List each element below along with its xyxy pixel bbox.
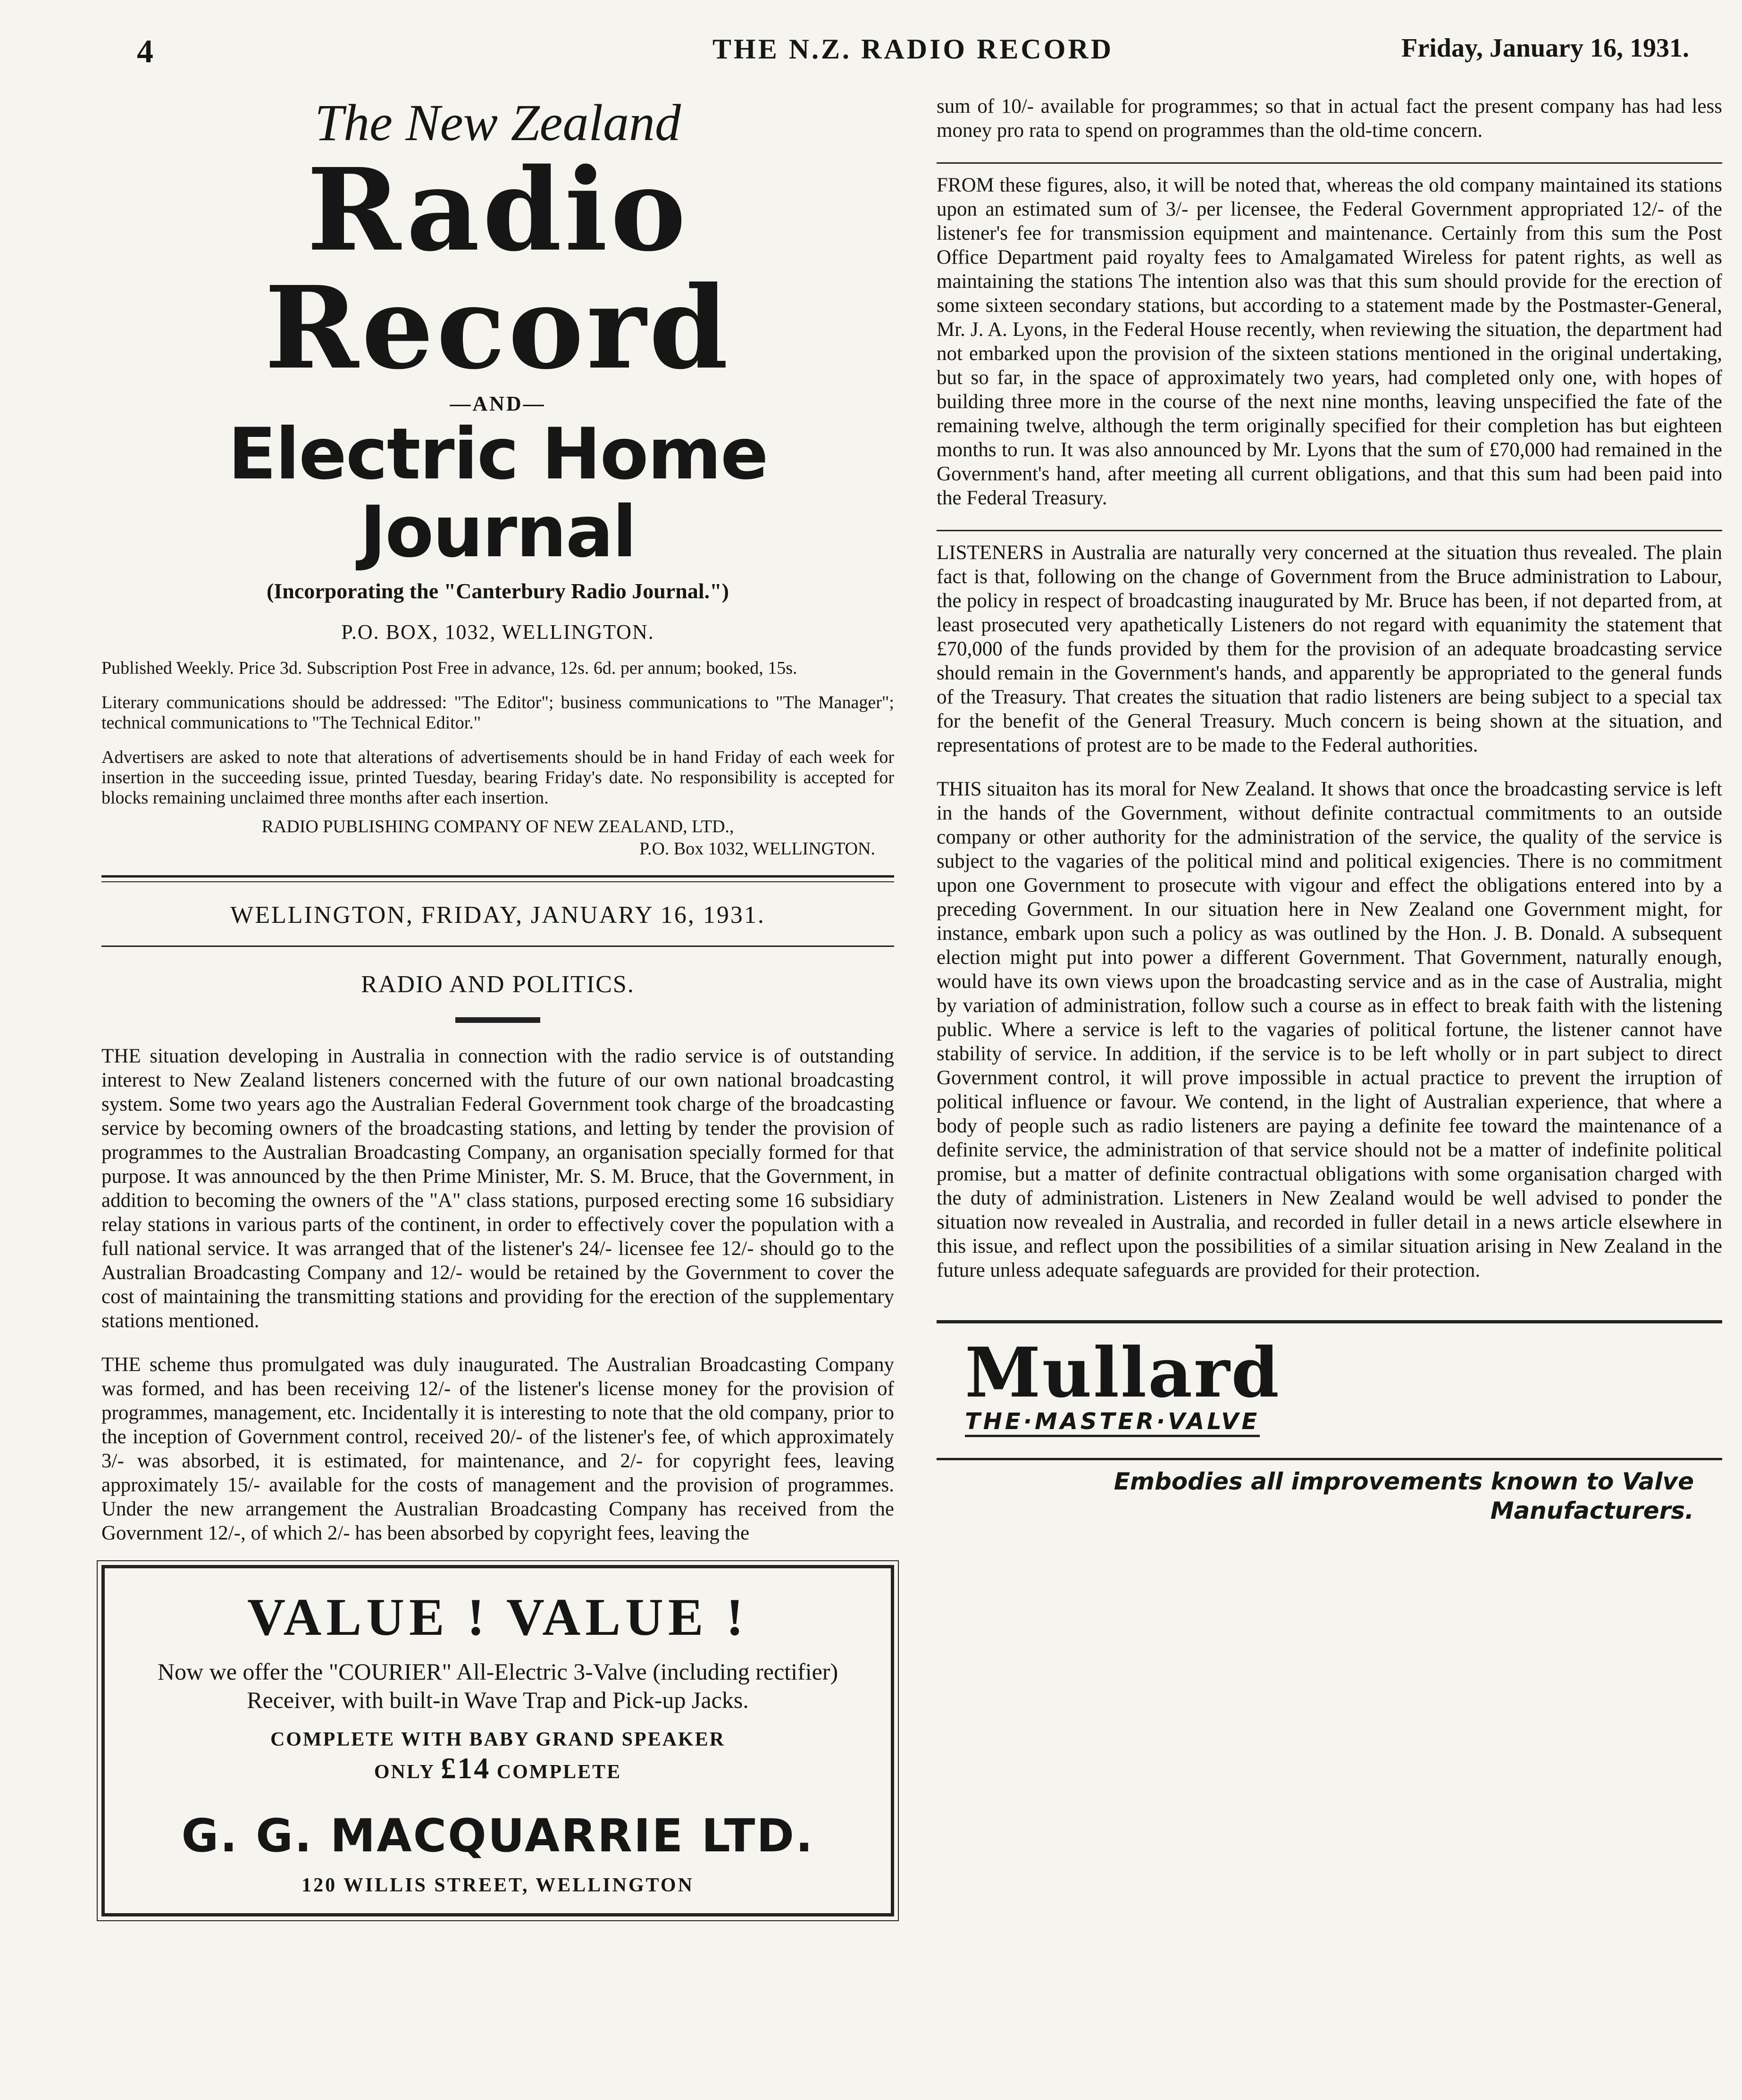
advertisers-notice: Advertisers are asked to note that alterations of advertisements should be in hand Friday of each week for insertion in the succeeding issue, printed Tuesday, bearing Friday's date. No responsibility is accepted for blocks remaining unclaimed three months after each insertion. bbox=[101, 747, 894, 808]
running-header bbox=[118, 33, 1689, 75]
macquarrie-advertisement bbox=[101, 1565, 894, 1916]
left-column bbox=[101, 80, 894, 1916]
ad-address: 120 WILLIS STREET, WELLINGTON bbox=[302, 1874, 694, 1896]
masthead-title: Radio Record bbox=[264, 143, 731, 394]
literary-notice: Literary communications should be addressed: "The Editor"; business communications to "The Manager"; technical communications to "The Technical Editor." bbox=[101, 693, 894, 733]
masthead-connector: —AND— bbox=[450, 392, 546, 415]
ad-complete2: COMPLETE bbox=[496, 1761, 622, 1783]
running-date: Friday, January 16, 1931. bbox=[1401, 33, 1689, 63]
article-paragraph: LISTENERS in Australia are naturally very concerned at the situation thus revealed. The plain fact is that, following on the change of Government from the Bruce administration to Labour, the policy in respect of broadcasting inaugurated by Mr. Bruce has been, if not departed from, at least prosecuted very apathetically Listeners do not regard with equanimity the statement that £70,000 of the funds provided by them for the provision of an adequate broadcasting service should remain in the Government's hands, and apparently be appropriated to the general funds of the Treasury. That creates the situation that radio listeners are being subject to a special tax for the benefit of the General Treasury. Much concern is being shown at the situation, and representations of protest are to be made to the Federal authorities. bbox=[937, 542, 1722, 756]
ad-headline: VALUE ! VALUE ! bbox=[247, 1588, 748, 1647]
article-paragraph: THIS situaiton has its moral for New Zealand. It shows that once the broadcasting service is left in the hands of the Government, without definite contractual commitments to an outside company or other authority for the administration of the service, the quality of the service is subject to the vagaries of the political mind and political exigencies. There is no commitment upon one Government to prosecute with vigour and effect the obligations entered into by a preceding Government. In our situation here in New Zealand one Government might, for instance, embark upon such a policy as was outlined by the Hon. J. B. Donald. A subsequent election might put into power a different Government. That Government, naturally enough, would have its own views upon the broadcasting service and as in the case of Australia, might by variation of administration, follow such a course as in effect to break faith with the listening public. Where a service is left to the vagaries of political fortune, the listener cannot have stability of service. In addition, if the service is to be left wholly or in part subject to direct Government control, it will prove impossible in actual practice to prevent the irruption of political influence or favour. We contend, in the light of Australian experience, that where a body of people such as radio listeners are paying a definite fee toward the maintenance of a definite service, the administration of that service should not be a matter of indefinite political promise, but a matter of definite contractual obligations with some organisation charged with the duty of administration. Listeners in New Zealand would be well advised to ponder the situation now revealed in Australia, and recorded in fuller detail in a news article elsewhere in this issue, and reflect upon the possibilities of a similar situation arising in New Zealand in the future unless adequate safeguards are provided for their protection. bbox=[937, 778, 1722, 1281]
divider bbox=[101, 945, 894, 947]
article-paragraph: THE situation developing in Australia in connection with the radio service is of outstanding interest to New Zealand listeners concerned with the future of our own national broadcasting system. Some two years ago the Australian Federal Government took charge of the broadcasting service by becoming owners of the broadcasting stations, and letting by tender the provision of programmes to the Australian Broadcasting Company, an organisation specially formed for that purpose. It was announced by the then Prime Minister, Mr. S. M. Bruce, that the Government, in addition to becoming the owners of the "A" class stations, purposed erecting some 16 subsidiary relay stations in various parts of the continent, in order to effectively cover the population with a full national service. It was arranged that of the listener's 24/- licensee fee 12/- should go to the Australian Broadcasting Company and 12/- would be retained by the Government to cover the cost of maintaining the transmitting stations and providing for the erection of the supplementary stations mentioned. bbox=[101, 1045, 894, 1332]
publisher-address: P.O. Box 1032, WELLINGTON. bbox=[639, 839, 875, 859]
divider bbox=[937, 162, 1722, 164]
ad-only: ONLY bbox=[374, 1761, 435, 1783]
masthead-address: P.O. BOX, 1032, WELLINGTON. bbox=[341, 620, 654, 644]
divider bbox=[937, 530, 1722, 531]
published-notice: Published Weekly. Price 3d. Subscription Post Free in advance, 12s. 6d. per annum; booked, 15s. bbox=[101, 658, 797, 678]
publisher: RADIO PUBLISHING COMPANY OF NEW ZEALAND, LTD., bbox=[261, 817, 734, 837]
divider bbox=[101, 875, 894, 882]
article-heading: RADIO AND POLITICS. bbox=[361, 971, 635, 998]
mullard-brand: Mullard bbox=[965, 1333, 1281, 1413]
masthead-incorporating: (Incorporating the "Canterbury Radio Journal.") bbox=[266, 579, 729, 603]
mullard-tagline: THE·MASTER·VALVE bbox=[965, 1408, 1260, 1437]
ad-price-line bbox=[124, 1751, 872, 1786]
ad-complete-line: COMPLETE WITH BABY GRAND SPEAKER bbox=[270, 1729, 726, 1750]
masthead-subtitle: Electric Home Journal bbox=[228, 413, 768, 573]
running-title: THE N.Z. RADIO RECORD bbox=[712, 33, 1114, 65]
ad-description: Now we offer the "COURIER" All-Electric 3-Valve (including rectifier) Receiver, with built-in Wave Trap and Pick-up Jacks. bbox=[157, 1658, 838, 1713]
mullard-advertisement bbox=[937, 1320, 1722, 1540]
page-number: 4 bbox=[137, 33, 153, 70]
article-paragraph: THE scheme thus promulgated was duly inaugurated. The Australian Broadcasting Company was formed, and has been receiving 12/- of the listener's license money for the provision of programmes, management, etc. Incidentally it is interesting to note that the old company, prior to the inception of Government control, received 20/- of the listener's fee, of which approximately 3/- was absorbed, it is estimated, for maintenance, and 2/- for copyright fees, leaving approximately 15/- available for the costs of management and the provision of programmes. Under the new arrangement the Australian Broadcasting Company has received from the Government 12/-, of which 2/- has been absorbed by copyright fees, leaving the bbox=[101, 1354, 894, 1544]
masthead bbox=[101, 94, 894, 644]
right-column bbox=[937, 94, 1722, 1540]
mullard-slogan: Embodies all improvements known to Valve Manufacturers. bbox=[937, 1458, 1722, 1525]
masthead-line1: The New Zealand bbox=[314, 94, 681, 151]
ad-company: G. G. MACQUARRIE LTD. bbox=[181, 1809, 814, 1862]
article-paragraph: sum of 10/- available for programmes; so that in actual fact the present company has had less money pro rata to spend on programmes than the old-time concern. bbox=[937, 95, 1722, 142]
article-paragraph: FROM these figures, also, it will be noted that, whereas the old company maintained its stations upon an estimated sum of 3/- per licensee, the Federal Government appropriated 12/- of the listener's fee for transmission equipment and maintenance. Certainly from this sum the Post Office Department paid royalty fees to Amalgamated Wireless for patent rights, as well as maintaining the stations The intention also was that this sum should provide for the erection of some sixteen secondary stations, but according to a statement made by the Postmaster-General, Mr. J. A. Lyons, in the Federal House recently, when reviewing the situation, the department had not embarked upon the provision of the sixteen stations mentioned in the original undertaking, but so far, in the space of approximately two years, had completed only one, with hopes of building three more in the course of the next nine months, leaving unspecified the fate of the remaining twelve, although the term originally specified for their completion has but eighteen months to run. It was also announced by Mr. Lyons that the sum of £70,000 had remained in the Government's hand, after meeting all current obligations, and that this sum had been paid into the Federal Treasury. bbox=[937, 174, 1722, 509]
dateline: WELLINGTON, FRIDAY, JANUARY 16, 1931. bbox=[230, 902, 765, 929]
ad-price: £14 bbox=[441, 1751, 491, 1785]
heading-rule bbox=[455, 1017, 540, 1023]
